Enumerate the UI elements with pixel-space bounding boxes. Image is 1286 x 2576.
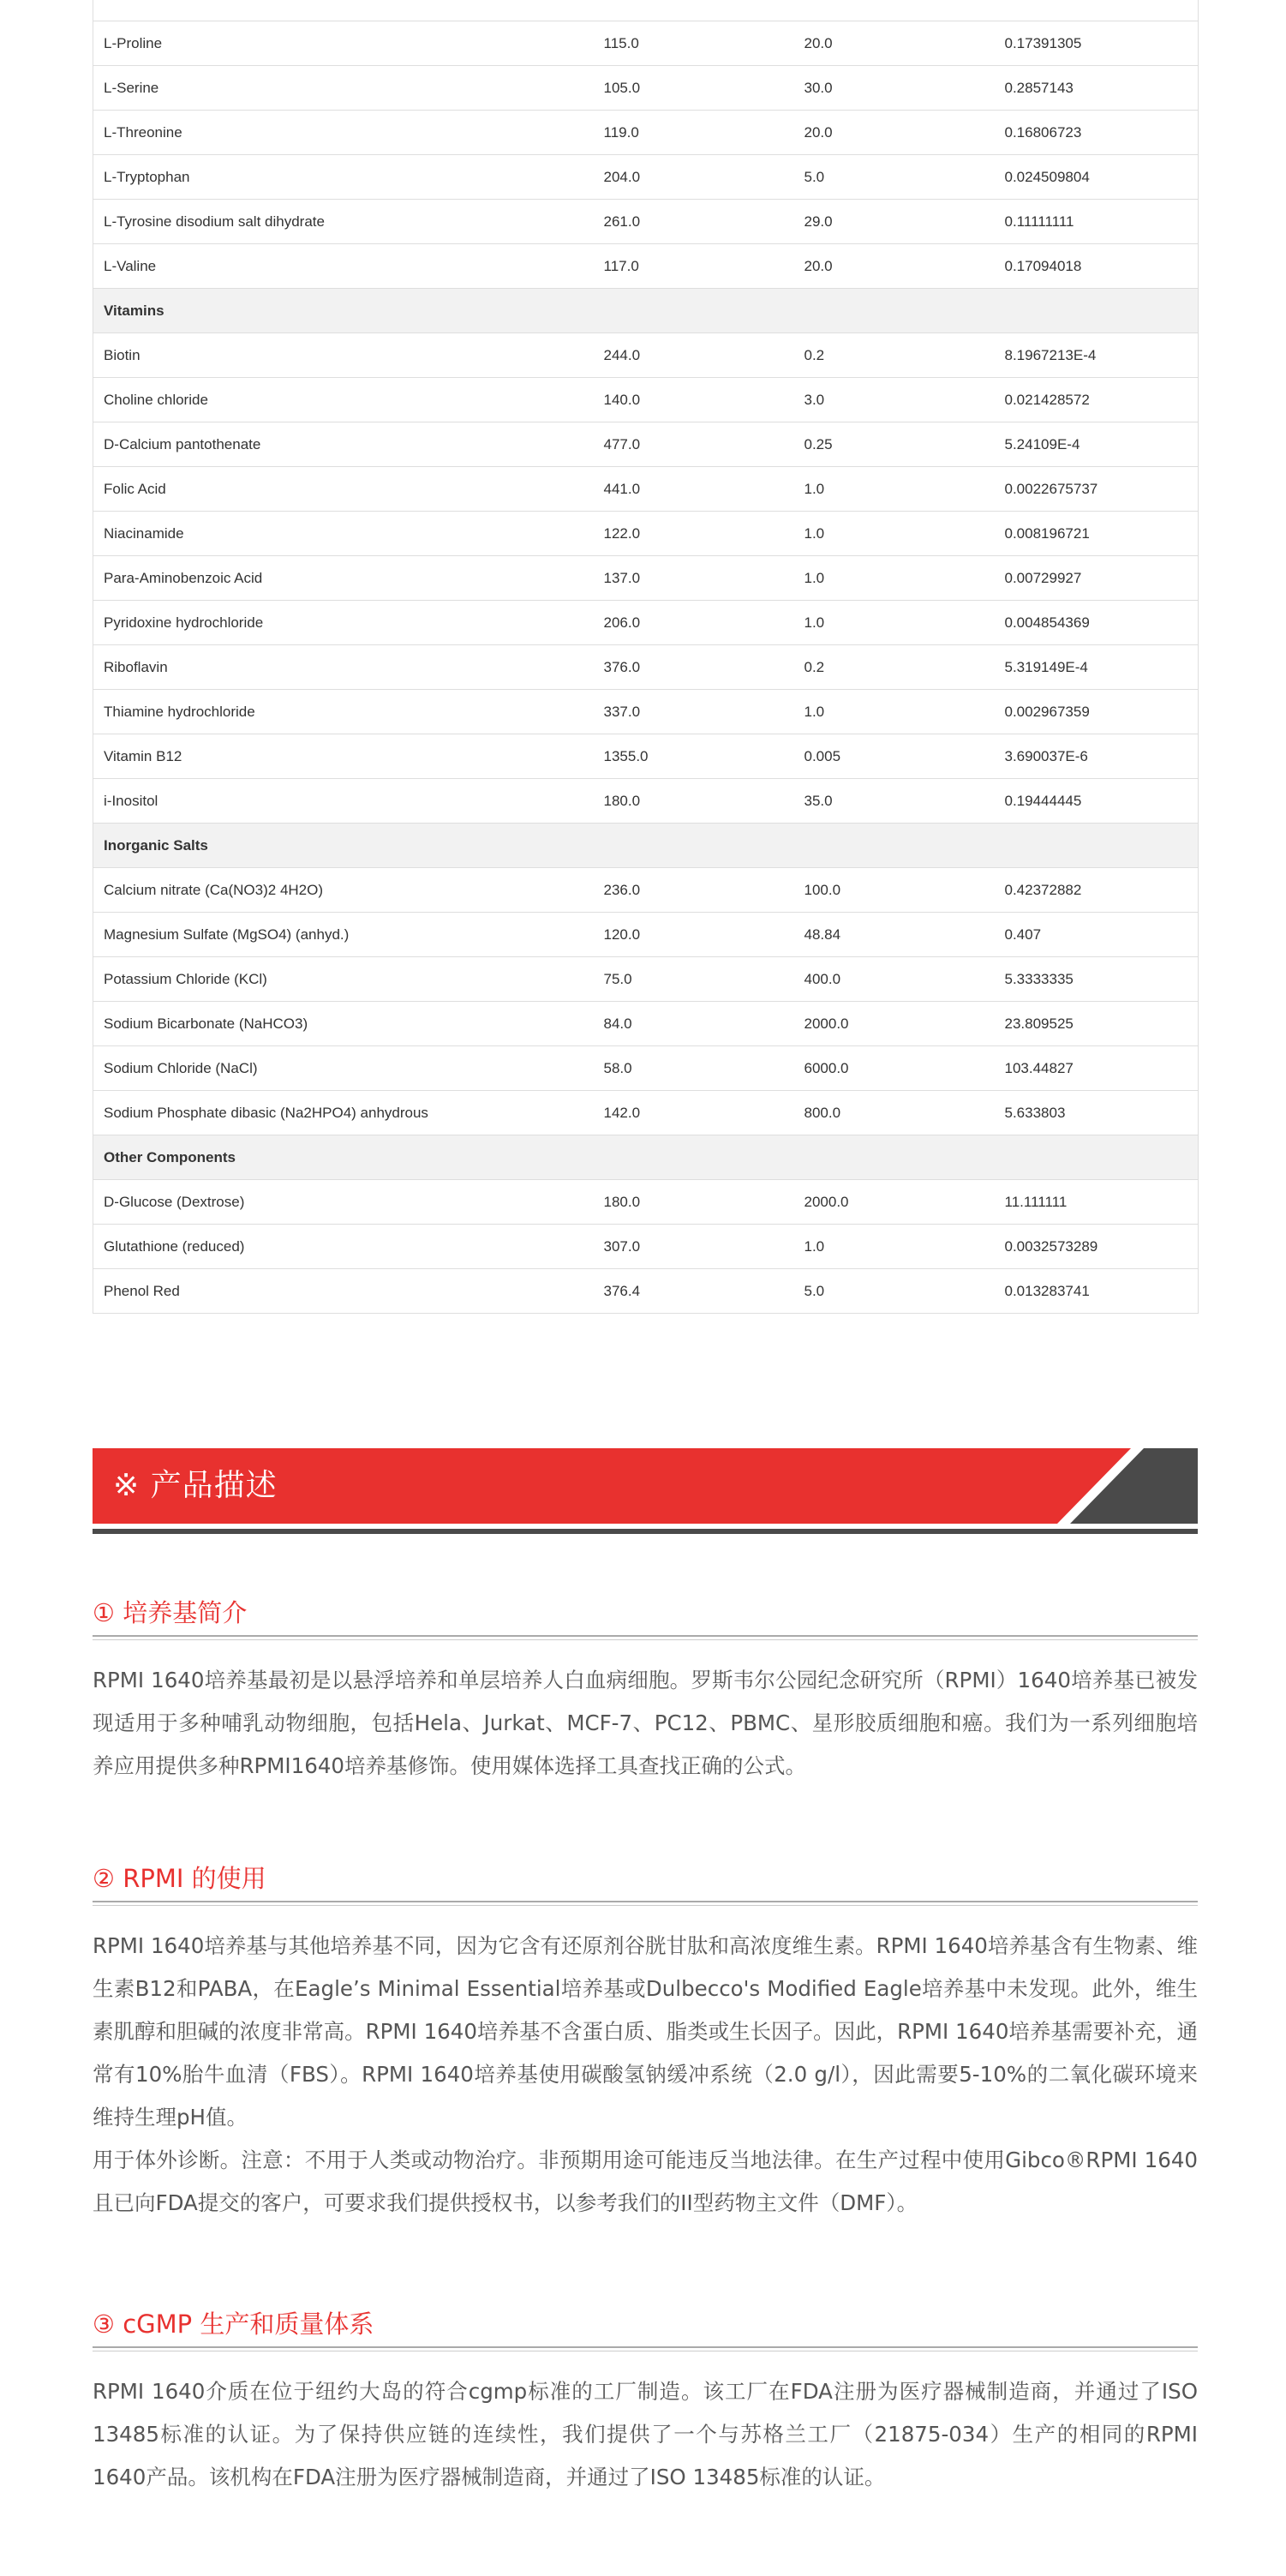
- molarity-cell: 0.013283741: [995, 1269, 1199, 1314]
- molarity-cell: 0.17094018: [995, 244, 1199, 289]
- component-name-cell: i-Inositol: [93, 779, 594, 824]
- table-row: [93, 512, 1199, 556]
- section-paragraph: RPMI 1640培养基最初是以悬浮培养和单层培养人白血病细胞。罗斯韦尔公园纪念研究所（RPMI）1640培养基已被发现适用于多种哺乳动物细胞，包括Hela、Jurkat、MCF-7、PC12、PBMC、星形胶质细胞和癌。我们为一系列细胞培养应用提供多种RPMI1640培养基修饰。使用媒体选择工具查找正确的公式。: [93, 1668, 1198, 1778]
- molarity-cell: 3.690037E-6: [995, 734, 1199, 779]
- section-paragraph: RPMI 1640培养基与其他培养基不同，因为它含有还原剂谷胱甘肽和高浓度维生素。RPMI 1640培养基含有生物素、维生素B12和PABA，在Eagle’s Minimal Essential培养基或Dulbecco's Modified Eagle培养基中未发现。此外，维生素肌醇和胆碱的浓度非常高。RPMI 1640培养基不含蛋白质、脂类或生长因子。因此，RPMI 1640培养基需要补充，通常有10%胎牛血清（FBS）。RPMI 1640培养基使用碳酸氢钠缓冲系统（2.0 g/l），因此需要5-10%的二氧化碳环境来维持生理pH值。: [93, 1933, 1198, 2130]
- molecular-weight-cell: 142.0: [594, 1091, 794, 1135]
- concentration-cell: 20.0: [794, 21, 995, 66]
- molarity-cell: 0.42372882: [995, 868, 1199, 913]
- table-row: [93, 913, 1199, 957]
- composition-table-wrapper: [93, 0, 1198, 1314]
- molarity-cell: 11.111111: [995, 1180, 1199, 1225]
- category-header: Other Components: [93, 1135, 1199, 1180]
- molecular-weight-cell: 477.0: [594, 422, 794, 467]
- banner-title: ※ 产品描述: [113, 1468, 278, 1503]
- table-row: [93, 1269, 1199, 1314]
- component-name-cell: L-Serine: [93, 66, 594, 111]
- molecular-weight-cell: 105.0: [594, 66, 794, 111]
- section-title: ③ cGMP 生产和质量体系: [93, 2309, 374, 2339]
- composition-table-body: [93, 0, 1199, 1314]
- component-name-cell: Choline chloride: [93, 378, 594, 422]
- table-row: [93, 1091, 1199, 1135]
- molecular-weight-cell: 1355.0: [594, 734, 794, 779]
- component-name-cell: Folic Acid: [93, 467, 594, 512]
- molarity-cell: 0.19444445: [995, 779, 1199, 824]
- molecular-weight-cell: 261.0: [594, 200, 794, 244]
- molecular-weight-cell: 140.0: [594, 378, 794, 422]
- concentration-cell: 5.0: [794, 1269, 995, 1314]
- table-cell: [794, 0, 995, 21]
- molarity-cell: 0.17391305: [995, 21, 1199, 66]
- component-name-cell: Glutathione (reduced): [93, 1225, 594, 1269]
- molarity-cell: 5.3333335: [995, 957, 1199, 1002]
- section-body: [93, 2370, 1198, 2499]
- molarity-cell: 0.16806723: [995, 111, 1199, 155]
- section-cgmp: [93, 2305, 1198, 2499]
- component-name-cell: Sodium Bicarbonate (NaHCO3): [93, 1002, 594, 1046]
- molarity-cell: 23.809525: [995, 1002, 1199, 1046]
- section-rule-thin: [93, 1639, 1198, 1640]
- table-row: [93, 21, 1199, 66]
- table-row: [93, 66, 1199, 111]
- table-row: [93, 422, 1199, 467]
- table-row: [93, 1002, 1199, 1046]
- component-name-cell: L-Threonine: [93, 111, 594, 155]
- molecular-weight-cell: 376.0: [594, 645, 794, 690]
- component-name-cell: Niacinamide: [93, 512, 594, 556]
- table-row: [93, 601, 1199, 645]
- molarity-cell: 0.024509804: [995, 155, 1199, 200]
- molecular-weight-cell: 236.0: [594, 868, 794, 913]
- molecular-weight-cell: 337.0: [594, 690, 794, 734]
- molarity-cell: 0.002967359: [995, 690, 1199, 734]
- molecular-weight-cell: 115.0: [594, 21, 794, 66]
- component-name-cell: Vitamin B12: [93, 734, 594, 779]
- molecular-weight-cell: 204.0: [594, 155, 794, 200]
- concentration-cell: 48.84: [794, 913, 995, 957]
- component-name-cell: Calcium nitrate (Ca(NO3)2 4H2O): [93, 868, 594, 913]
- product-description-banner: [93, 1448, 1198, 1543]
- molarity-cell: 103.44827: [995, 1046, 1199, 1091]
- molecular-weight-cell: 137.0: [594, 556, 794, 601]
- concentration-cell: 2000.0: [794, 1180, 995, 1225]
- concentration-cell: 2000.0: [794, 1002, 995, 1046]
- molarity-cell: 0.021428572: [995, 378, 1199, 422]
- component-name-cell: Pyridoxine hydrochloride: [93, 601, 594, 645]
- table-row: [93, 244, 1199, 289]
- concentration-cell: 20.0: [794, 111, 995, 155]
- concentration-cell: 29.0: [794, 200, 995, 244]
- molecular-weight-cell: 206.0: [594, 601, 794, 645]
- component-name-cell: L-Tyrosine disodium salt dihydrate: [93, 200, 594, 244]
- category-header: Vitamins: [93, 289, 1199, 333]
- molarity-cell: 5.633803: [995, 1091, 1199, 1135]
- section-body: [93, 1925, 1198, 2225]
- molarity-cell: 5.319149E-4: [995, 645, 1199, 690]
- section-rule: [93, 2346, 1198, 2348]
- table-row: [93, 734, 1199, 779]
- banner-underline: [93, 1529, 1198, 1534]
- section-paragraph: 用于体外诊断。注意：不用于人类或动物治疗。非预期用途可能违反当地法律。在生产过程中使用Gibco®RPMI 1640且已向FDA提交的客户，可要求我们提供授权书，以参考我们的II型药物主文件（DMF）。: [93, 2148, 1198, 2215]
- concentration-cell: 6000.0: [794, 1046, 995, 1091]
- molecular-weight-cell: 180.0: [594, 1180, 794, 1225]
- section-rule-thin: [93, 1905, 1198, 1906]
- molarity-cell: 0.0032573289: [995, 1225, 1199, 1269]
- table-row: [93, 645, 1199, 690]
- table-row: [93, 1225, 1199, 1269]
- component-name-cell: Biotin: [93, 333, 594, 378]
- molecular-weight-cell: 120.0: [594, 913, 794, 957]
- concentration-cell: 1.0: [794, 690, 995, 734]
- molecular-weight-cell: 84.0: [594, 1002, 794, 1046]
- component-name-cell: L-Tryptophan: [93, 155, 594, 200]
- section-title: ① 培养基简介: [93, 1598, 248, 1627]
- table-row: [93, 200, 1199, 244]
- concentration-cell: 20.0: [794, 244, 995, 289]
- component-name-cell: Potassium Chloride (KCl): [93, 957, 594, 1002]
- category-header-row: [93, 289, 1199, 333]
- section-usage: [93, 1860, 1198, 2225]
- table-row: [93, 690, 1199, 734]
- table-row: [93, 779, 1199, 824]
- concentration-cell: 1.0: [794, 1225, 995, 1269]
- component-name-cell: Sodium Chloride (NaCl): [93, 1046, 594, 1091]
- molarity-cell: 0.2857143: [995, 66, 1199, 111]
- component-name-cell: Sodium Phosphate dibasic (Na2HPO4) anhydrous: [93, 1091, 594, 1135]
- section-rule: [93, 1901, 1198, 1902]
- component-name-cell: Para-Aminobenzoic Acid: [93, 556, 594, 601]
- component-name-cell: Thiamine hydrochloride: [93, 690, 594, 734]
- molecular-weight-cell: 117.0: [594, 244, 794, 289]
- category-header: Inorganic Salts: [93, 824, 1199, 868]
- table-row: [93, 957, 1199, 1002]
- concentration-cell: 0.25: [794, 422, 995, 467]
- molecular-weight-cell: 122.0: [594, 512, 794, 556]
- section-paragraph: RPMI 1640介质在位于纽约大岛的符合cgmp标准的工厂制造。该工厂在FDA注册为医疗器械制造商，并通过了ISO 13485标准的认证。为了保持供应链的连续性，我们提供了一个与苏格兰工厂（21875-034）生产的相同的RPMI 1640产品。该机构在FDA注册为医疗器械制造商，并通过了ISO 13485标准的认证。: [93, 2379, 1198, 2489]
- category-header-row: [93, 824, 1199, 868]
- molarity-cell: 0.407: [995, 913, 1199, 957]
- category-header-row: [93, 1135, 1199, 1180]
- molecular-weight-cell: 119.0: [594, 111, 794, 155]
- table-row-partial: [93, 0, 1199, 21]
- concentration-cell: 800.0: [794, 1091, 995, 1135]
- concentration-cell: 3.0: [794, 378, 995, 422]
- table-row: [93, 1046, 1199, 1091]
- composition-table: [93, 0, 1199, 1314]
- table-row: [93, 378, 1199, 422]
- component-name-cell: D-Calcium pantothenate: [93, 422, 594, 467]
- table-cell: [93, 0, 594, 21]
- section-intro: [93, 1594, 1198, 1788]
- component-name-cell: L-Proline: [93, 21, 594, 66]
- concentration-cell: 0.2: [794, 645, 995, 690]
- table-row: [93, 868, 1199, 913]
- molecular-weight-cell: 441.0: [594, 467, 794, 512]
- table-row: [93, 467, 1199, 512]
- concentration-cell: 0.005: [794, 734, 995, 779]
- molarity-cell: 0.11111111: [995, 200, 1199, 244]
- table-row: [93, 333, 1199, 378]
- concentration-cell: 400.0: [794, 957, 995, 1002]
- molarity-cell: 8.1967213E-4: [995, 333, 1199, 378]
- concentration-cell: 5.0: [794, 155, 995, 200]
- concentration-cell: 1.0: [794, 467, 995, 512]
- table-row: [93, 1180, 1199, 1225]
- concentration-cell: 30.0: [794, 66, 995, 111]
- component-name-cell: L-Valine: [93, 244, 594, 289]
- concentration-cell: 1.0: [794, 512, 995, 556]
- molecular-weight-cell: 58.0: [594, 1046, 794, 1091]
- component-name-cell: Riboflavin: [93, 645, 594, 690]
- molarity-cell: 0.004854369: [995, 601, 1199, 645]
- molecular-weight-cell: 244.0: [594, 333, 794, 378]
- concentration-cell: 1.0: [794, 601, 995, 645]
- concentration-cell: 0.2: [794, 333, 995, 378]
- molarity-cell: 5.24109E-4: [995, 422, 1199, 467]
- table-cell: [995, 0, 1199, 21]
- section-rule: [93, 1635, 1198, 1637]
- molarity-cell: 0.0022675737: [995, 467, 1199, 512]
- molecular-weight-cell: 75.0: [594, 957, 794, 1002]
- concentration-cell: 100.0: [794, 868, 995, 913]
- table-row: [93, 155, 1199, 200]
- table-cell: [594, 0, 794, 21]
- molecular-weight-cell: 180.0: [594, 779, 794, 824]
- section-title: ② RPMI 的使用: [93, 1864, 266, 1893]
- component-name-cell: D-Glucose (Dextrose): [93, 1180, 594, 1225]
- table-row: [93, 111, 1199, 155]
- molarity-cell: 0.008196721: [995, 512, 1199, 556]
- component-name-cell: Phenol Red: [93, 1269, 594, 1314]
- molarity-cell: 0.00729927: [995, 556, 1199, 601]
- section-body: [93, 1659, 1198, 1788]
- concentration-cell: 1.0: [794, 556, 995, 601]
- molecular-weight-cell: 376.4: [594, 1269, 794, 1314]
- component-name-cell: Magnesium Sulfate (MgSO4) (anhyd.): [93, 913, 594, 957]
- molecular-weight-cell: 307.0: [594, 1225, 794, 1269]
- table-row: [93, 556, 1199, 601]
- concentration-cell: 35.0: [794, 779, 995, 824]
